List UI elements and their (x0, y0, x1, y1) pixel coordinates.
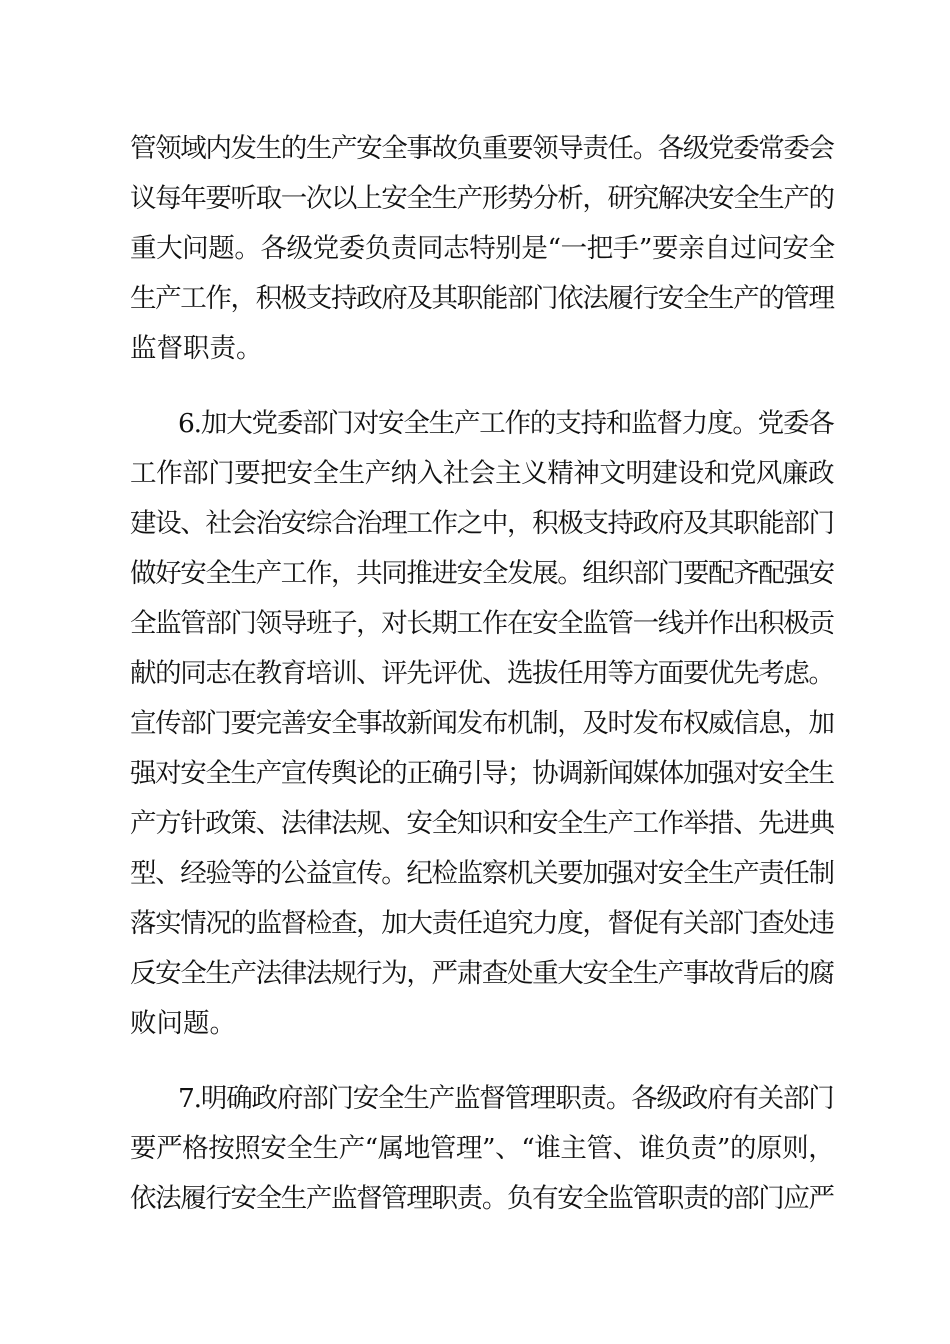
text-line: 监督职责。 (130, 333, 263, 364)
text-line: 全监管部门领导班子，对长期工作在安全监管一线并作出积极贡 (130, 608, 834, 639)
text-line: 败问题。 (130, 1008, 236, 1039)
text-line: 依法履行安全生产监督管理职责。负有安全监管职责的部门应严 (130, 1183, 834, 1214)
text-line: 生产工作，积极支持政府及其职能部门依法履行安全生产的管理 (130, 283, 834, 314)
text-line: 宣传部门要完善安全事故新闻发布机制，及时发布权威信息，加 (130, 708, 834, 739)
text-line: 强对安全生产宣传舆论的正确引导；协调新闻媒体加强对安全生 (130, 758, 834, 789)
text-line: 重大问题。各级党委负责同志特别是“一把手”要亲自过问安全 (130, 233, 835, 264)
text-line: 议每年要听取一次以上安全生产形势分析，研究解决安全生产的 (130, 183, 834, 214)
text-line: 要严格按照安全生产“属地管理”、“谁主管、谁负责”的原则， (130, 1133, 835, 1164)
text-line: 6.加大党委部门对安全生产工作的支持和监督力度。党委各 (178, 408, 834, 439)
text-line: 产方针政策、法律法规、安全知识和安全生产工作举措、先进典 (130, 808, 834, 839)
text-line: 管领域内发生的生产安全事故负重要领导责任。各级党委常委会 (130, 133, 834, 164)
text-line: 献的同志在教育培训、评先评优、选拔任用等方面要优先考虑。 (130, 658, 834, 689)
text-line: 型、经验等的公益宣传。纪检监察机关要加强对安全生产责任制 (130, 858, 834, 889)
text-line: 做好安全生产工作，共同推进安全发展。组织部门要配齐配强安 (130, 558, 834, 589)
text-line: 建设、社会治安综合治理工作之中，积极支持政府及其职能部门 (130, 508, 834, 539)
text-line: 落实情况的监督检查，加大责任追究力度，督促有关部门查处违 (130, 908, 834, 939)
text-line: 反安全生产法律法规行为，严肃查处重大安全生产事故背后的腐 (130, 958, 834, 989)
text-line: 7.明确政府部门安全生产监督管理职责。各级政府有关部门 (178, 1083, 834, 1114)
text-line: 工作部门要把安全生产纳入社会主义精神文明建设和党风廉政 (130, 458, 835, 489)
